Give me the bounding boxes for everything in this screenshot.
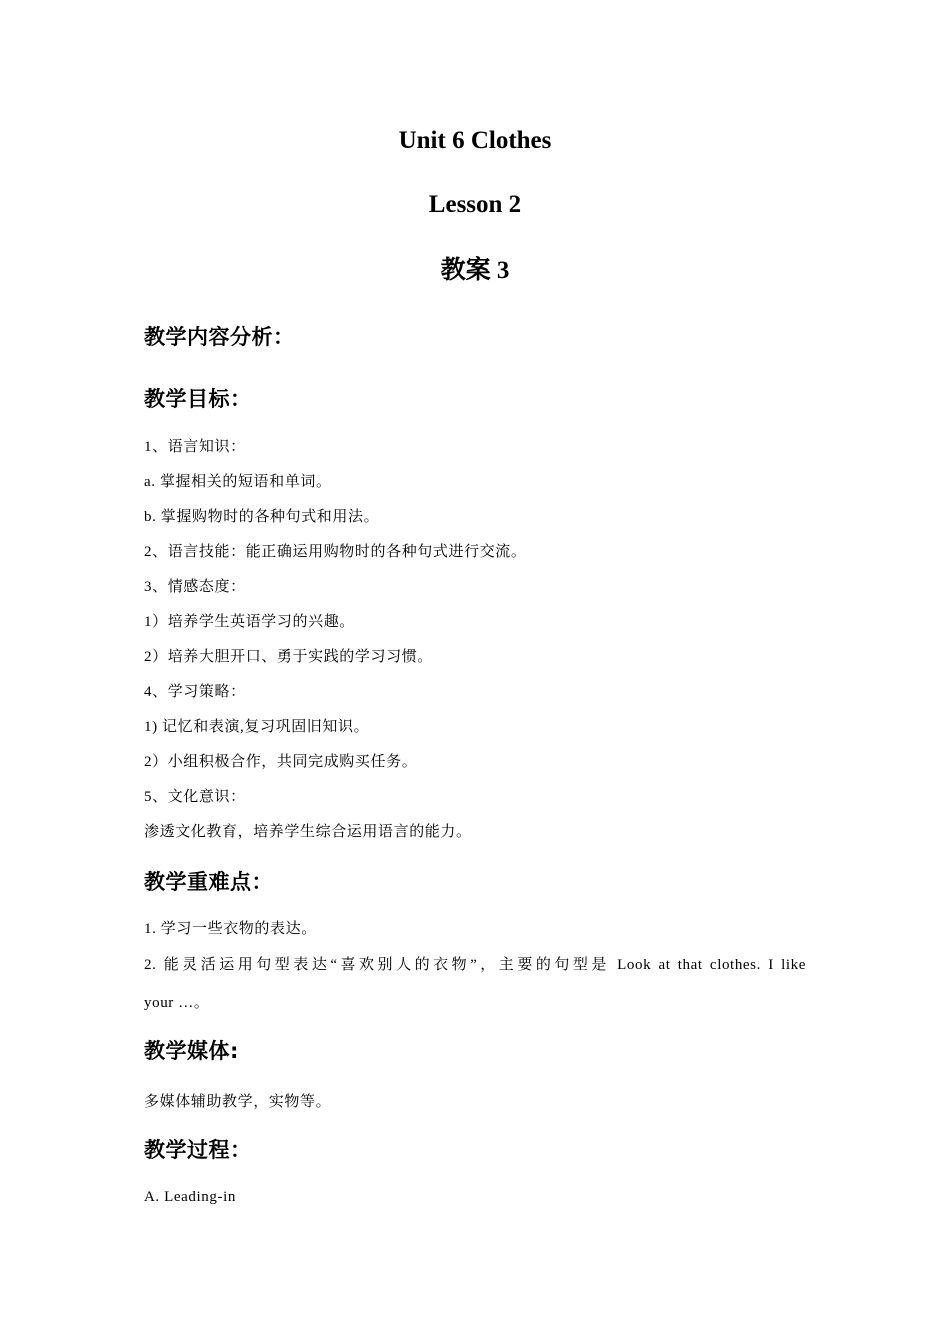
objective-line: 5、文化意识： <box>144 789 246 805</box>
objective-line: 4、学习策略： <box>144 684 246 700</box>
lesson-title: Lesson 2 <box>428 191 522 218</box>
heading-process: 教学过程： <box>144 1138 252 1162</box>
document-title: Unit 6 Clothes <box>398 127 552 154</box>
key-point-line: your …。 <box>144 995 210 1011</box>
key-point-line: 2. 能灵活运用句型表达“喜欢别人的衣物”，主要的句型是 Look at that clothes. I like <box>144 957 806 973</box>
heading-objectives: 教学目标： <box>144 387 252 411</box>
objective-line: b. 掌握购物时的各种句式和用法。 <box>144 509 380 525</box>
objective-line: 3、情感态度： <box>144 579 246 595</box>
objective-line: 渗透文化教育，培养学生综合运用语言的能力。 <box>144 824 472 840</box>
heading-content-analysis: 教学内容分析： <box>144 325 295 349</box>
media-line: 多媒体辅助教学，实物等。 <box>144 1094 332 1110</box>
objective-line: 1) 记忆和表演,复习巩固旧知识。 <box>144 719 370 735</box>
process-line: A. Leading-in <box>144 1189 236 1205</box>
objective-line: 1）培养学生英语学习的兴趣。 <box>144 614 355 630</box>
objective-line: 1、语言知识： <box>144 439 246 455</box>
objective-line: 2）小组积极合作，共同完成购买任务。 <box>144 754 418 770</box>
objective-line: 2）培养大胆开口、勇于实践的学习习惯。 <box>144 649 433 665</box>
objective-line: a. 掌握相关的短语和单词。 <box>144 474 332 490</box>
heading-key-points: 教学重难点： <box>144 870 273 894</box>
key-point-line: 1. 学习一些衣物的表达。 <box>144 921 317 937</box>
heading-media: 教学媒体: <box>144 1039 239 1063</box>
objective-line: 2、语言技能：能正确运用购物时的各种句式进行交流。 <box>144 544 527 560</box>
plan-title: 教案 3 <box>440 257 510 284</box>
